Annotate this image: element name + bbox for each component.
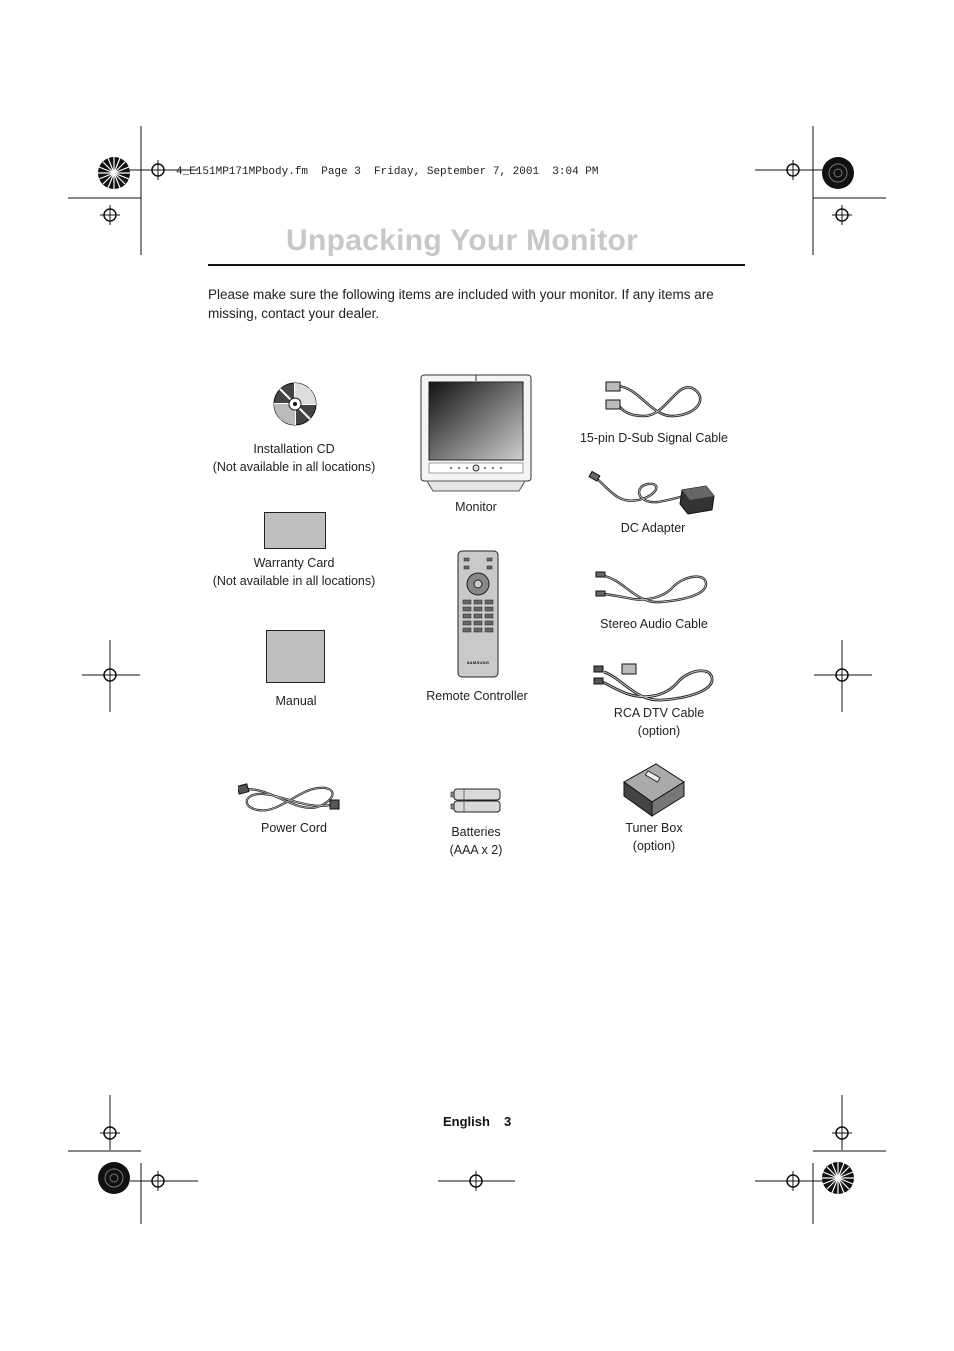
monitor-label: Monitor [455, 500, 497, 514]
remote-brand: SAMSUNG [466, 660, 490, 665]
stereo-audio-cable-label: Stereo Audio Cable [600, 617, 708, 631]
footer-language: English [443, 1114, 490, 1129]
intro-text: Please make sure the following items are included with your monitor. If any items are missing, contact your dealer. [208, 287, 714, 321]
batteries-label: Batteries (AAA x 2) [449, 825, 503, 857]
dc-adapter-icon [588, 470, 718, 518]
remote-icon [456, 550, 500, 678]
tuner-box-label: Tuner Box (option) [625, 821, 683, 853]
signal-cable-icon [600, 378, 710, 424]
manual-image [266, 630, 325, 683]
page-footer [443, 1114, 511, 1129]
power-cord-label: Power Cord [261, 821, 327, 835]
dc-adapter-label: DC Adapter [620, 521, 686, 535]
tuner-box-icon [620, 760, 686, 818]
stereo-audio-cable-icon [594, 566, 716, 612]
installation-cd-label: Installation CD (Not available in all locations) [212, 442, 376, 474]
monitor-icon [419, 373, 533, 493]
manual-label: Manual [275, 694, 317, 708]
rca-dtv-cable-icon [592, 660, 720, 708]
power-cord-icon [238, 782, 340, 818]
warranty-card-image [264, 512, 326, 549]
signal-cable-label: 15-pin D-Sub Signal Cable [579, 431, 728, 445]
file-header: 4_E151MP171MPbody.fm Page 3 Friday, September 7, 2001 3:04 PM [176, 166, 599, 178]
page-number: 3 [503, 1114, 512, 1129]
rca-dtv-cable-label: RCA DTV Cable (option) [613, 706, 705, 738]
page-title: Unpacking Your Monitor [286, 224, 639, 257]
title-rule [208, 264, 745, 266]
remote-controller-label: Remote Controller [426, 689, 528, 703]
batteries-icon [450, 786, 504, 816]
warranty-card-label: Warranty Card (Not available in all locations) [212, 556, 376, 588]
cd-icon [272, 381, 318, 427]
